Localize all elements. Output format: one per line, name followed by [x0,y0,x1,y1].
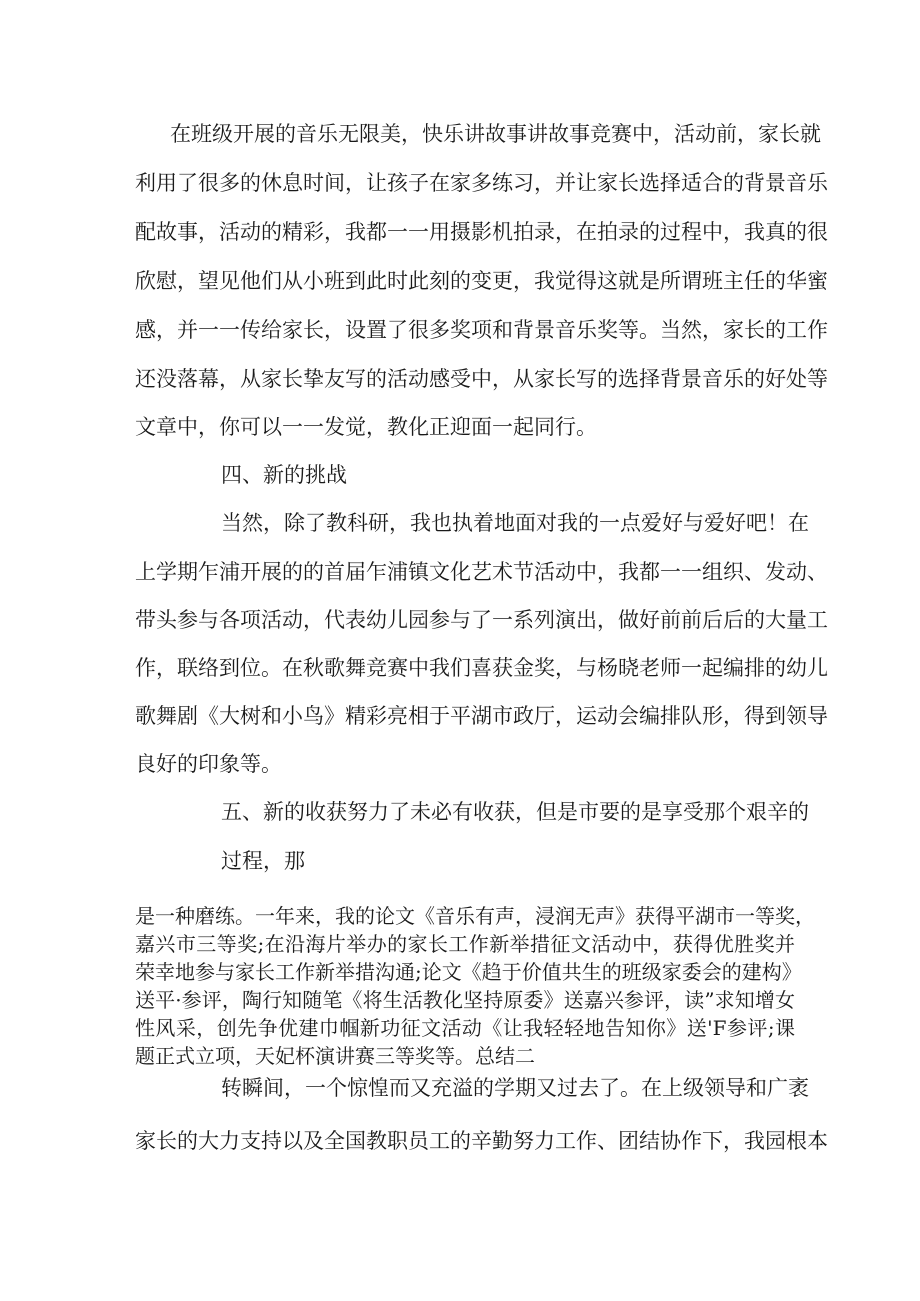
paragraph-line: 带头参与各项活动，代表幼儿园参与了一系列演出，做好前前后后的大量工 [135,608,828,632]
paragraph-line: 感，并一一传给家长，设置了很多奖项和背景音乐奖等。当然，家长的工作 [135,318,828,342]
paragraph-line: 题正式立项，天妃杯演讲赛三等奖等。总结二 [135,1044,535,1068]
paragraph-line: 当然，除了教科研，我也执着地面对我的一点爱好与爱好吧！在 [221,511,809,535]
paragraph-line: 歌舞剧《大树和小鸟》精彩亮相于平湖市政厅，运动会编排队形，得到领导 [135,704,828,728]
paragraph-line: 荣幸地参与家长工作新举措沟通;论文《趋于价值共生的班级家委会的建构》 [135,960,802,984]
paragraph-line: 良好的印象等。 [135,752,282,776]
section-heading-four: 四、新的挑战 [221,463,347,487]
paragraph-line: 性风采，创先争优建巾帼新功征文活动《让我轻轻地告知你》送'F参评;课 [135,1016,795,1040]
paragraph-line: 在班级开展的音乐无限美，快乐讲故事讲故事竞赛中，活动前，家长就 [170,122,821,146]
section-heading-five-continued: 过程，那 [221,849,305,873]
paragraph-line: 作，联络到位。在秋歌舞竞赛中我们喜获金奖，与杨晓老师一起编排的幼儿 [135,656,828,680]
paragraph-line: 配故事，活动的精彩，我都一一用摄影机拍录，在拍录的过程中，我真的很 [135,220,828,244]
paragraph-line: 是一种磨练。一年来，我的论文《音乐有声，浸润无声》获得平湖市一等奖， [135,904,815,928]
paragraph-line: 文章中，你可以一一发觉，教化正迎面一起同行。 [135,415,597,439]
paragraph-line: 转瞬间，一个惊惶而又充溢的学期又过去了。在上级领导和广袤 [221,1076,809,1100]
paragraph-line: 送平·参评，陶行知随笔《将生活教化坚持原委》送嘉兴参评，读”求知增女 [135,988,795,1012]
paragraph-line: 嘉兴市三等奖;在沿海片举办的家长工作新举措征文活动中，获得优胜奖并 [135,932,795,956]
paragraph-line: 上学期乍浦开展的的首届乍浦镇文化艺术节活动中，我都一一组织、发动、 [135,560,828,584]
paragraph-line: 利用了很多的休息时间，让孩子在家多练习，并让家长选择适合的背景音乐 [135,171,828,195]
paragraph-line: 还没落幕，从家长挚友写的活动感受中，从家长写的选择背景音乐的好处等 [135,367,828,391]
paragraph-line: 家长的大力支持以及全国教职员工的辛勤努力工作、团结协作下，我园根本 [135,1129,828,1153]
section-heading-five: 五、新的收获努力了未必有收获，但是市要的是享受那个艰辛的 [221,800,809,824]
paragraph-line: 欣慰，望见他们从小班到此时此刻的变更，我觉得这就是所谓班主任的华蜜 [135,269,828,293]
